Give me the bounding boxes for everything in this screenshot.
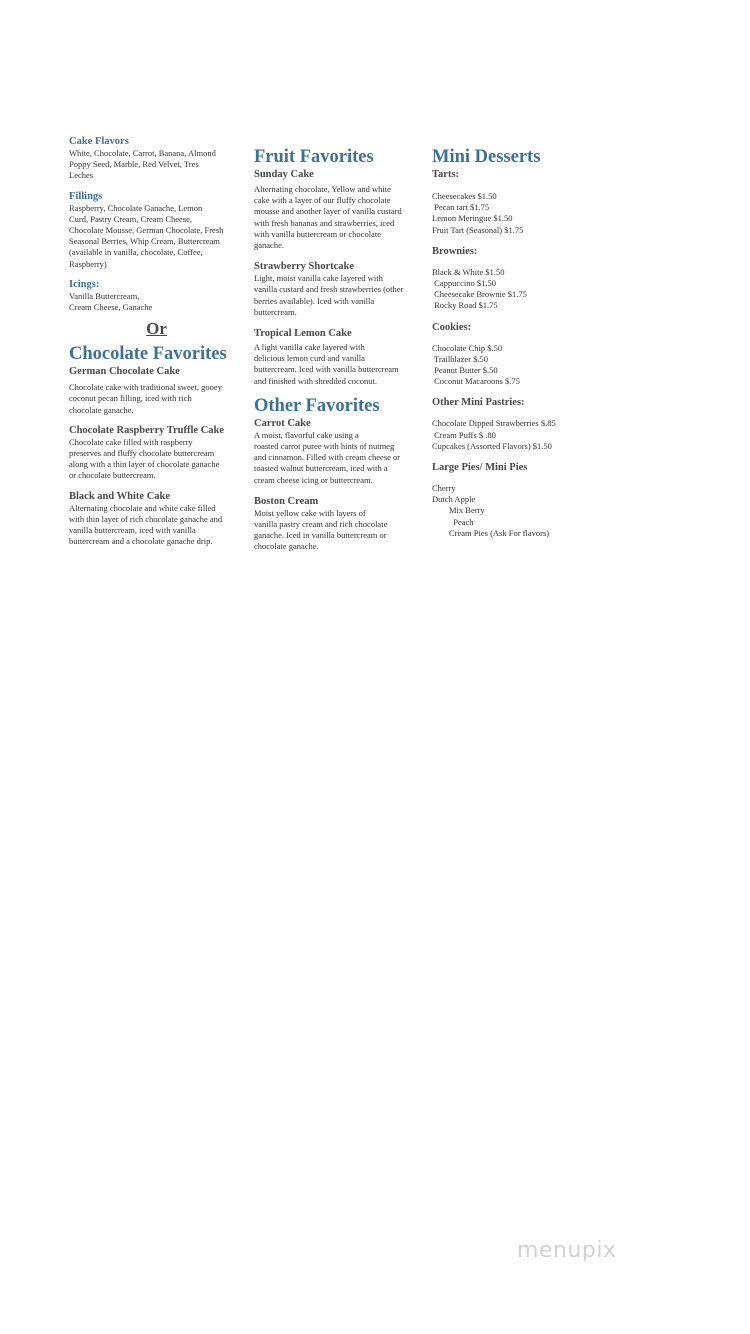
list-item: Rocky Road $1.75 [432, 300, 498, 311]
list-item: Cream Pies (Ask For flavors) [432, 527, 550, 538]
list-item: Chocolate Dipped Strawberries $.85 [432, 418, 556, 429]
list-item: Cupcakes (Assorted Flavors) $1.50 [432, 440, 552, 451]
cake-flavors-text: White, Chocolate, Carrot, Banana, Almond Poppy Seed, Marble, Red Velvet, Tres Leches [69, 148, 216, 181]
raspberry-truffle-title: Chocolate Raspberry Truffle Cake [69, 424, 225, 436]
or-divider: Or [146, 319, 167, 339]
sunday-cake-text: Alternating chocolate, Yellow and white cake with a layer of our fluffy chocolate mousse and another layer of vanilla custard with fresh bananas and strawberries, iced with vanilla buttercream or chocolate ganache. [254, 184, 402, 251]
list-item: Cream Puffs $ .80 [432, 429, 496, 440]
brownies-list [432, 267, 607, 312]
list-item: Coconut Macaroons $.75 [432, 376, 520, 387]
list-item: Cappuccino $1.50 [432, 278, 496, 289]
menupix-watermark: menupix [517, 1238, 617, 1263]
list-item: Peach [432, 516, 474, 527]
list-item: Cheesecakes $1.50 [432, 191, 497, 201]
pastries-list [432, 418, 607, 452]
list-item: Black & White $1.50 [432, 266, 505, 277]
german-chocolate-text: Chocolate cake with traditional sweet, gooey coconut pecan filling, iced with rich chocolate ganache. [69, 382, 222, 415]
other-favorites-heading: Other Favorites [254, 395, 380, 416]
list-item: Lemon Meringue $1.50 [432, 213, 513, 224]
menu-column-left [69, 135, 244, 547]
other-mini-pastries-heading: Other Mini Pastries: [432, 397, 525, 409]
list-item: Chocolate Chip $.50 [432, 342, 503, 353]
list-item: Mix Berry [432, 505, 485, 516]
fillings-text: Raspberry, Chocolate Ganache, Lemon Curd, Pastry Cream, Cream Cheese, Chocolate Mousse, German Chocolate, Fresh Seasonal Berries, Whip Cream, Buttercream (available in vanilla, chocolate, Coffee, Raspberry) [69, 202, 224, 269]
tropical-lemon-text: A light vanilla cake layered with delicious lemon curd and vanilla buttercream. Iced with vanilla buttercream and finished with shredded coconut. [254, 342, 399, 386]
tarts-list [432, 191, 607, 236]
chocolate-favorites-heading: Chocolate Favorites [69, 344, 227, 365]
german-chocolate-title: German Chocolate Cake [69, 366, 180, 378]
black-white-title: Black and White Cake [69, 490, 171, 502]
cookies-list [432, 343, 607, 388]
strawberry-shortcake-text: Light, moist vanilla cake layered with vanilla custard and fresh strawberries (other berries available). Iced with vanilla buttercream. [254, 273, 404, 317]
menu-column-right [432, 146, 607, 539]
list-item: Fruit Tart (Seasonal) $1.75 [432, 224, 524, 235]
fillings-heading: Fillings [69, 190, 103, 202]
icings-heading: Icings: [69, 278, 100, 290]
black-white-text: Alternating chocolate and white cake filled with thin layer of rich chocolate ganache and vanilla buttercream, iced with vanilla buttercream and a chocolate ganache drip. [69, 502, 223, 547]
pies-list [432, 483, 607, 539]
list-item: Dutch Apple [432, 494, 476, 505]
strawberry-shortcake-title: Strawberry Shortcake [254, 261, 355, 273]
cookies-heading: Cookies: [432, 321, 472, 333]
cake-flavors-heading: Cake Flavors [69, 136, 129, 147]
tropical-lemon-title: Tropical Lemon Cake [254, 328, 352, 340]
mini-desserts-heading: Mini Desserts [432, 147, 541, 167]
fruit-favorites-heading: Fruit Favorites [254, 147, 374, 167]
icings-text: Vanilla Buttercream, Cream Cheese, Ganache [69, 290, 153, 313]
boston-cream-title: Boston Cream [254, 495, 319, 507]
raspberry-truffle-text: Chocolate cake filled with raspberry preserves and fluffy chocolate buttercream along with a thin layer of chocolate ganache or chocolate buttercream. [69, 436, 220, 481]
brownies-heading: Brownies: [432, 245, 478, 257]
list-item: Trailblazer $.50 [432, 353, 488, 364]
list-item: Cherry [432, 483, 456, 494]
list-item: Pecan tart $1.75 [432, 202, 490, 213]
tarts-heading: Tarts: [432, 169, 460, 180]
pies-heading: Large Pies/ Mini Pies [432, 462, 528, 474]
list-item: Cheesecake Brownie $1.75 [432, 289, 527, 300]
carrot-cake-text: A moist, flavorful cake using a roasted carrot puree with hints of nutmeg and cinnamon. Filled with cream cheese or toasted walnut buttercream, iced with a cream cheese icing or buttercream. [254, 429, 401, 485]
sunday-cake-title: Sunday Cake [254, 169, 314, 180]
boston-cream-text: Moist yellow cake with layers of vanilla pastry cream and rich chocolate ganache. Iced in vanilla buttercream or chocolate ganache. [254, 507, 388, 552]
list-item: Peanut Butter $.50 [432, 365, 498, 376]
menu-column-middle [254, 146, 424, 553]
carrot-cake-title: Carrot Cake [254, 417, 311, 429]
